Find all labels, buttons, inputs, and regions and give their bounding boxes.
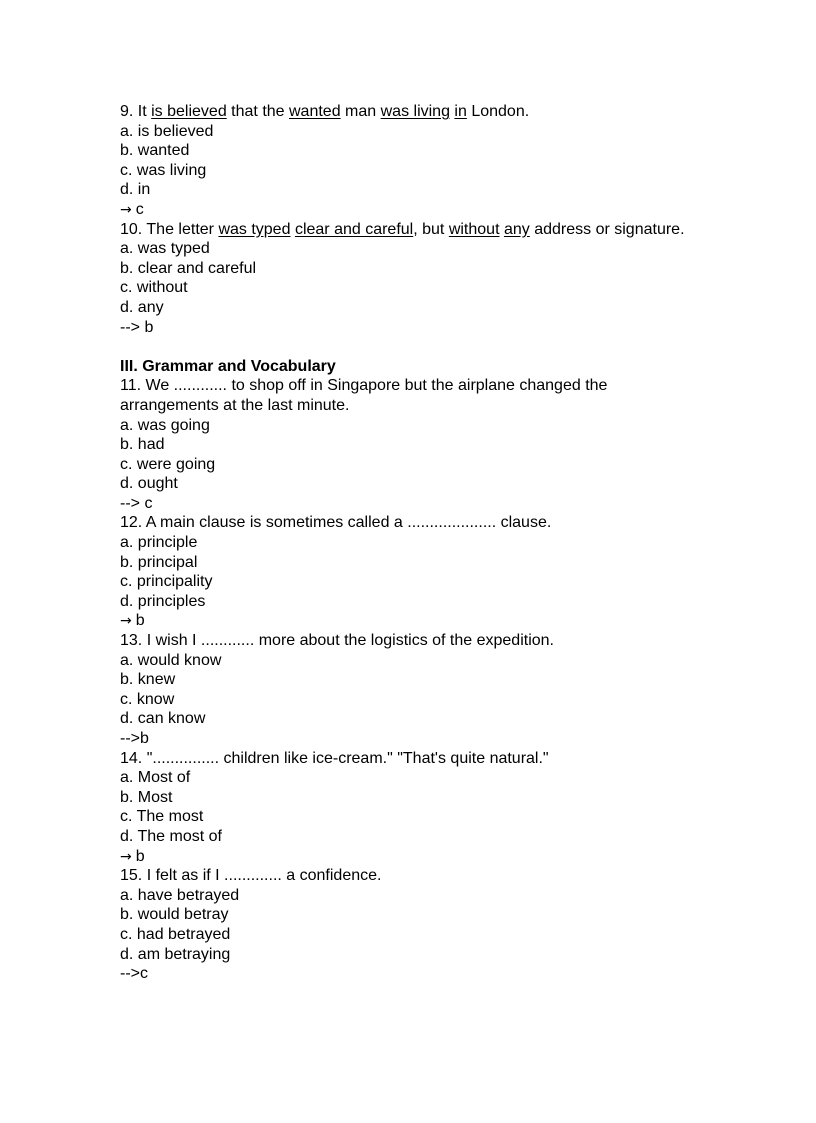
option-b: b. had: [120, 436, 165, 454]
question-11: 11. We ............ to shop off in Singapore but the airplane changed the: [120, 377, 608, 395]
option-c: c. principality: [120, 573, 213, 591]
question-11-continued: arrangements at the last minute.: [120, 396, 350, 414]
question-text: man: [340, 103, 381, 120]
option-b: b. knew: [120, 671, 176, 689]
option-c: c. had betrayed: [120, 925, 231, 943]
spacer: [120, 337, 780, 357]
answer-12: [120, 611, 780, 631]
document-page: [120, 102, 780, 984]
underlined-segment-c: without: [448, 220, 500, 238]
question-13: 13. I wish I ............ more about the logistics of the expedition.: [120, 632, 554, 650]
option-a: a. was typed: [120, 240, 210, 258]
question-12: 12. A main clause is sometimes called a .................... clause.: [120, 514, 552, 532]
answer-value: c: [135, 200, 144, 218]
question-text: , but: [413, 220, 449, 238]
option-c: c. without: [120, 279, 188, 297]
answer-value: b: [135, 612, 145, 630]
arrow-right-icon: →: [120, 848, 132, 865]
answer-value: b: [135, 847, 145, 865]
option-b: b. principal: [120, 553, 198, 571]
question-text: 10. The letter: [120, 220, 219, 238]
option-a: a. Most of: [120, 769, 191, 787]
option-b: b. would betray: [120, 906, 229, 924]
underlined-segment-b: clear and careful: [294, 220, 414, 238]
answer-11: --> c: [120, 494, 153, 512]
option-c: c. was living: [120, 161, 207, 179]
question-14: 14. "............... children like ice-cream." "That's quite natural.": [120, 749, 549, 767]
underlined-segment-c: was living: [380, 103, 450, 120]
underlined-segment-a: is believed: [151, 103, 227, 120]
option-a: a. is believed: [120, 122, 214, 140]
option-c: c. know: [120, 690, 175, 708]
arrow-right-icon: →: [120, 613, 132, 630]
option-d: d. can know: [120, 710, 206, 728]
question-15: 15. I felt as if I ............. a confidence.: [120, 867, 382, 885]
option-b: b. Most: [120, 788, 173, 806]
question-text: address or signature.: [529, 220, 685, 238]
underlined-segment-d: in: [454, 103, 467, 120]
option-d: d. in: [120, 181, 151, 199]
option-b: b. clear and careful: [120, 259, 257, 277]
question-text: 9. It: [120, 103, 152, 120]
option-a: a. was going: [120, 416, 210, 434]
option-a: a. principle: [120, 534, 198, 552]
option-b: b. wanted: [120, 142, 190, 160]
option-a: a. have betrayed: [120, 886, 240, 904]
underlined-segment-b: wanted: [289, 103, 341, 120]
answer-9: [120, 200, 780, 220]
question-text: London.: [466, 103, 530, 120]
section-heading: III. Grammar and Vocabulary: [120, 357, 336, 375]
question-9: [120, 102, 780, 122]
option-d: d. any: [120, 298, 164, 316]
option-c: c. were going: [120, 455, 216, 473]
answer-13: -->b: [120, 730, 149, 747]
option-d: d. am betraying: [120, 945, 231, 963]
underlined-segment-a: was typed: [218, 220, 291, 238]
option-a: a. would know: [120, 651, 222, 669]
question-text: that the: [226, 103, 289, 120]
answer-14: [120, 847, 780, 867]
underlined-segment-d: any: [503, 220, 530, 238]
arrow-right-icon: →: [120, 201, 132, 218]
answer-15: -->c: [120, 965, 148, 983]
option-d: d. principles: [120, 592, 206, 610]
question-10: [120, 220, 780, 240]
answer-10: --> b: [120, 318, 154, 336]
option-c: c. The most: [120, 808, 204, 826]
option-d: d. ought: [120, 475, 178, 493]
option-d: d. The most of: [120, 827, 222, 845]
